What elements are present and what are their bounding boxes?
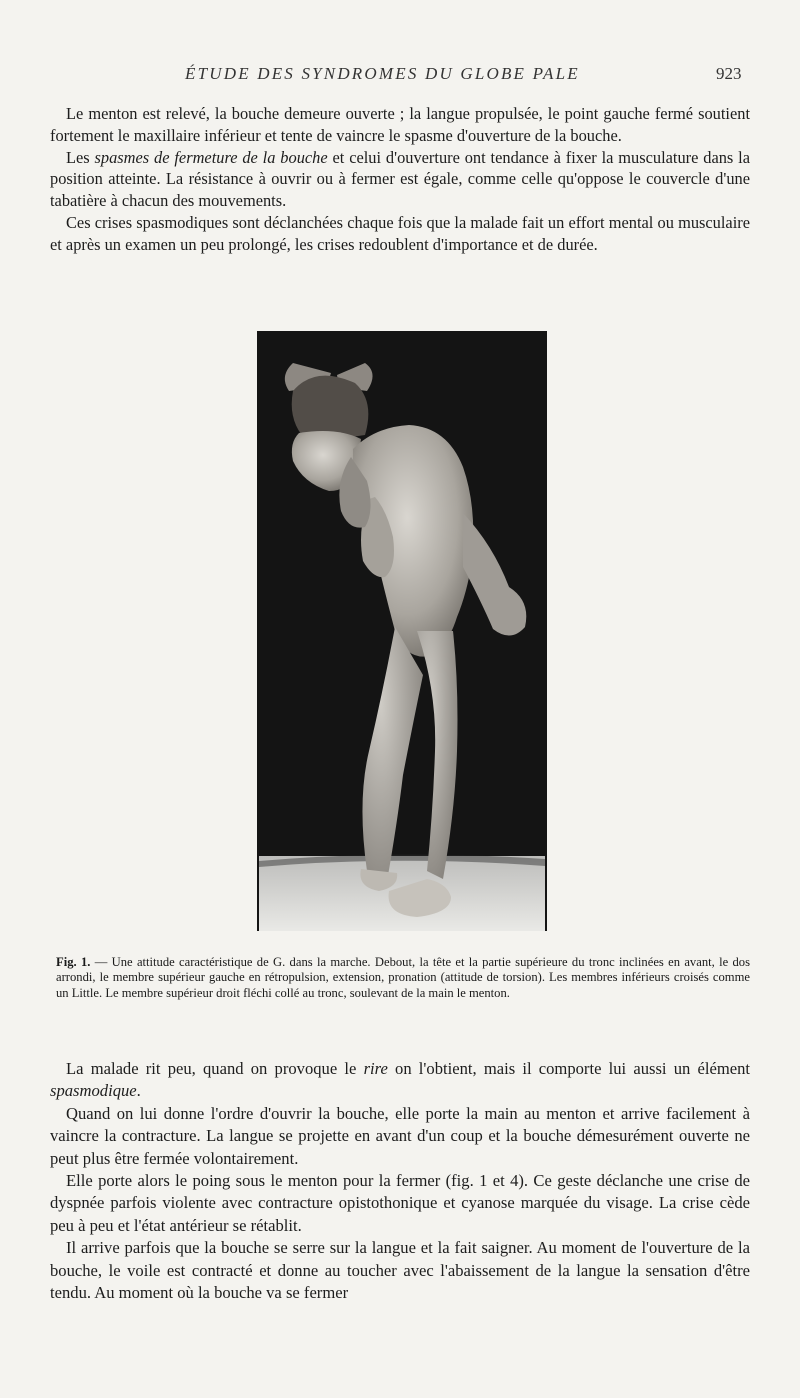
figure-label: Fig. 1. xyxy=(56,955,91,969)
paragraph-spasmodic-crises: Ces crises spasmodiques sont déclanchées chaque fois que la malade fait un effort mental ou musculaire et après un examen un peu prolongé, les crises redoublent d'importance et de durée. xyxy=(50,212,750,254)
paragraph-chin-raised: Le menton est relevé, la bouche demeure ouverte ; la langue propulsée, le point gauche fermé soutient fortement le maxillaire inférieur et tente de vaincre le spasme d'ouverture de la bouche. xyxy=(50,104,750,145)
emphasis-closing-spasms: spasmes de fermeture de la bouche xyxy=(94,147,328,167)
paragraph-text: on l'obtient, mais il comporte lui aussi un élément xyxy=(387,1059,750,1078)
bottom-text-block xyxy=(50,1058,750,1304)
paragraph-text: et celui d'ouverture ont tendance à fixer la musculature dans la position atteinte. La résistance à ouvrir ou à fermer est égale, comme celle qu'oppose le couvercle d'une tabatière à chacun des mouvements. xyxy=(50,147,750,211)
paragraph-text: Les xyxy=(66,147,95,167)
paragraph-laughter xyxy=(50,1058,750,1103)
emphasis-spasmodique: spasmodique xyxy=(50,1081,137,1101)
patient-photograph xyxy=(257,331,547,931)
paragraph-text: . xyxy=(136,1081,141,1101)
paragraph-open-mouth: Quand on lui donne l'ordre d'ouvrir la bouche, elle porte la main au menton et arrive facilement à vaincre la contracture. La langue se projette en avant d'un coup et la bouche démesurément ouverte ne peut plus être fermée volontairement. xyxy=(50,1103,750,1168)
figure-caption-text: — Une attitude caractéristique de G. dans la marche. Debout, la tête et la partie supérieure du tronc inclinées en avant, le dos arrondi, le membre supérieur gauche en rétropulsion, extension, pronation (attitude de torsion). Les membres inférieurs croisés comme un Little. Le membre supérieur droit fléchi collé au tronc, soulevant de la main le menton. xyxy=(56,955,750,1000)
top-text-block xyxy=(50,103,750,256)
running-header xyxy=(0,64,800,88)
figure-caption xyxy=(56,955,750,1001)
page-number: 923 xyxy=(716,64,742,83)
emphasis-rire: rire xyxy=(363,1059,388,1078)
paragraph-closing-spasms xyxy=(50,147,750,212)
running-title: ÉTUDE DES SYNDROMES DU GLOBE PALE xyxy=(185,64,580,83)
paragraph-text: La malade rit peu, quand on provoque le xyxy=(66,1059,364,1078)
paragraph-fist-chin: Elle porte alors le poing sous le menton pour la fermer (fig. 1 et 4). Ce geste déclanche une crise de dyspnée parfois violente avec contracture opistothonique et cyanose marquée du visage. La crise cède peu à peu et l'état antérieur se rétablit. xyxy=(50,1171,750,1235)
paragraph-tongue: Il arrive parfois que la bouche se serre sur la langue et la fait saigner. Au moment de l'ouverture de la bouche, le voile est contracté et donne au toucher avec l'abaissement de la langue la sensation d'être tendu. Au moment où la bouche va se fermer xyxy=(50,1238,750,1303)
